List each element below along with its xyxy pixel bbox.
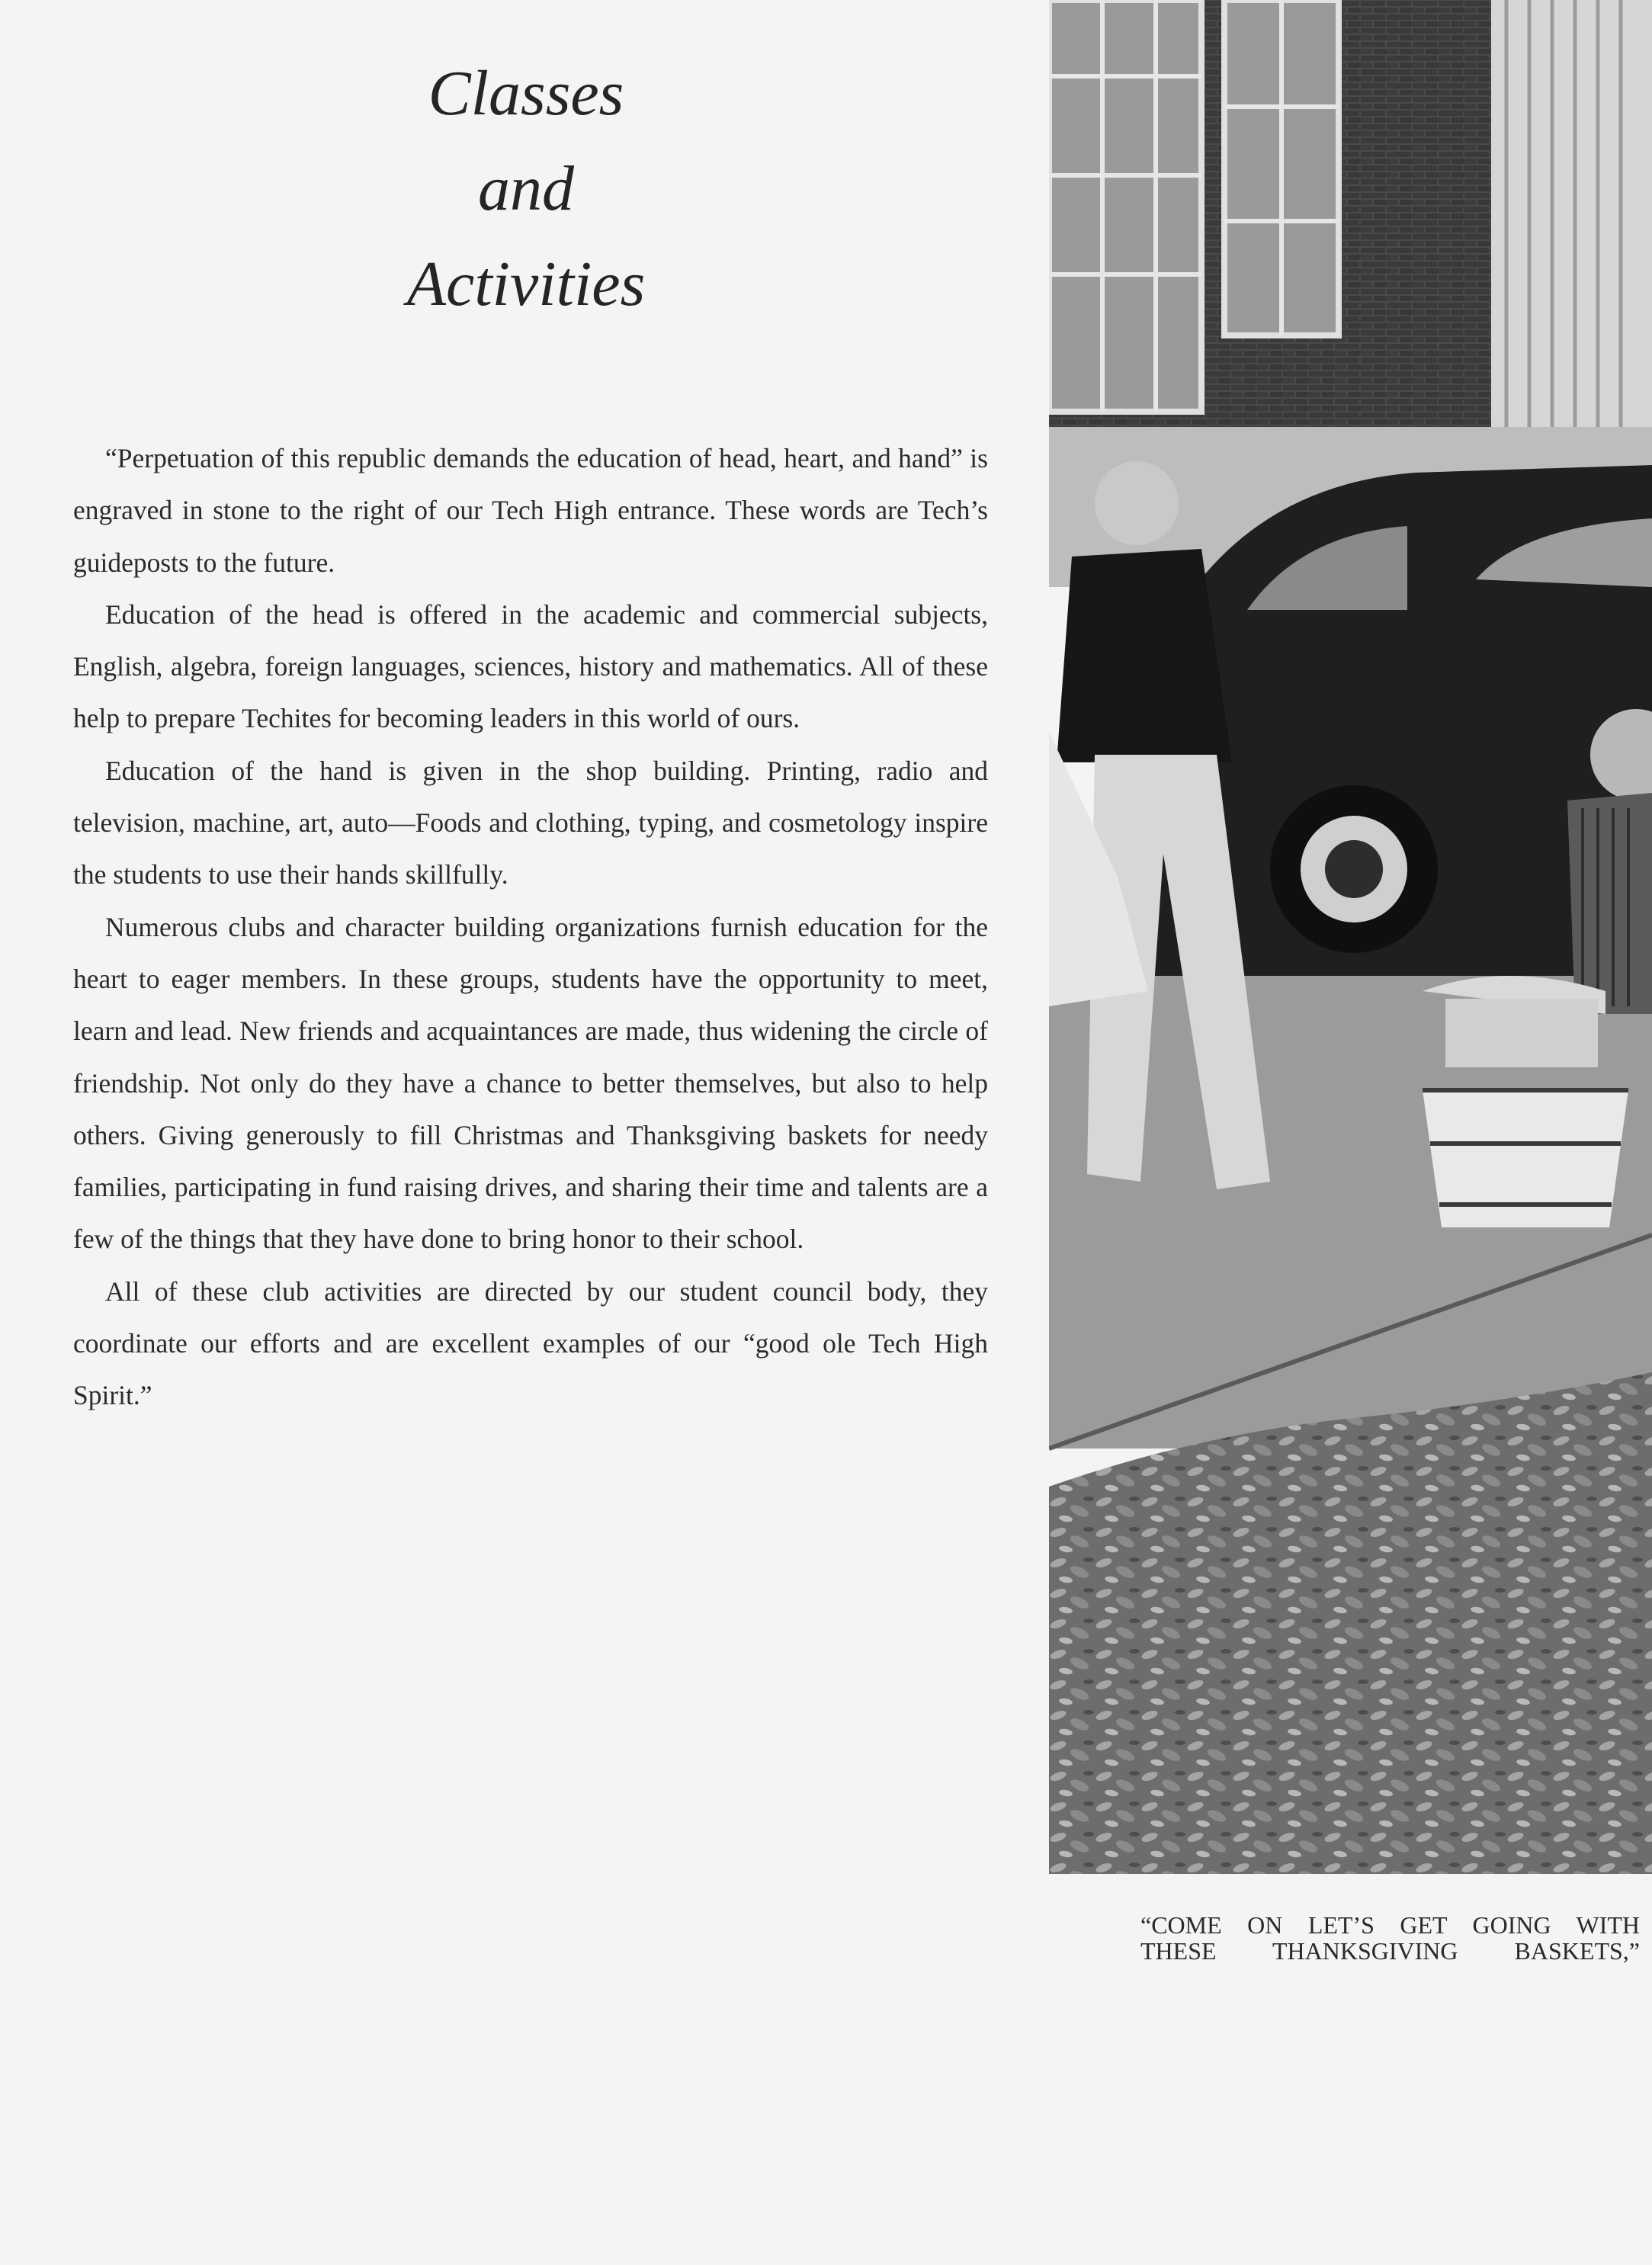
paragraph-student-council: All of these club activities are directed by our student council body, they coordinate our efforts and are excellent examples of our “good ole Tech High Spirit.”	[73, 1275, 988, 1411]
caption-line-2: THESE THANKSGIVING BASKETS,”	[1140, 1937, 1640, 1965]
photo-caption	[1140, 1912, 1640, 1964]
article-body	[73, 432, 988, 1422]
page-title	[305, 46, 747, 332]
paragraph-education-hand: Education of the hand is given in the shop building. Printing, radio and television, machine, art, auto—Foods and clothing, typing, and cosmetology inspire the students to use their hands skillfully.	[73, 755, 988, 890]
title-line-3: Activities	[406, 249, 646, 319]
title-line-1: Classes	[428, 58, 624, 129]
students-photo	[1049, 0, 1652, 1874]
title-line-2: and	[478, 153, 574, 224]
paragraph-education-head: Education of the head is offered in the academic and commercial subjects, English, algebra, foreign languages, sciences, history and mathematics. All of these help to prepare Techites for becoming leaders in this world of ours.	[73, 598, 988, 734]
paragraph-head-heart-hand: “Perpetuation of this republic demands the education of head, heart, and hand” is engraved in stone to the right of our Tech High entrance. These words are Tech’s guideposts to the future.	[73, 443, 988, 578]
paragraph-clubs: Numerous clubs and character building organizations furnish education for the heart to eager members. In these groups, students have the opportunity to meet, learn and lead. New friends and acquaintances are made, thus widening the circle of friendship. Not only do they have a chance to better themselves, but also to help others. Giving generously to fill Christmas and Thanksgiving baskets for needy families, participating in fund raising drives, and sharing their time and talents are a few of the things that they have done to bring honor to their school.	[73, 911, 988, 1255]
photo-illustration	[1049, 0, 1652, 1874]
caption-line-1: “COME ON LET’S GET GOING WITH	[1140, 1911, 1640, 1939]
